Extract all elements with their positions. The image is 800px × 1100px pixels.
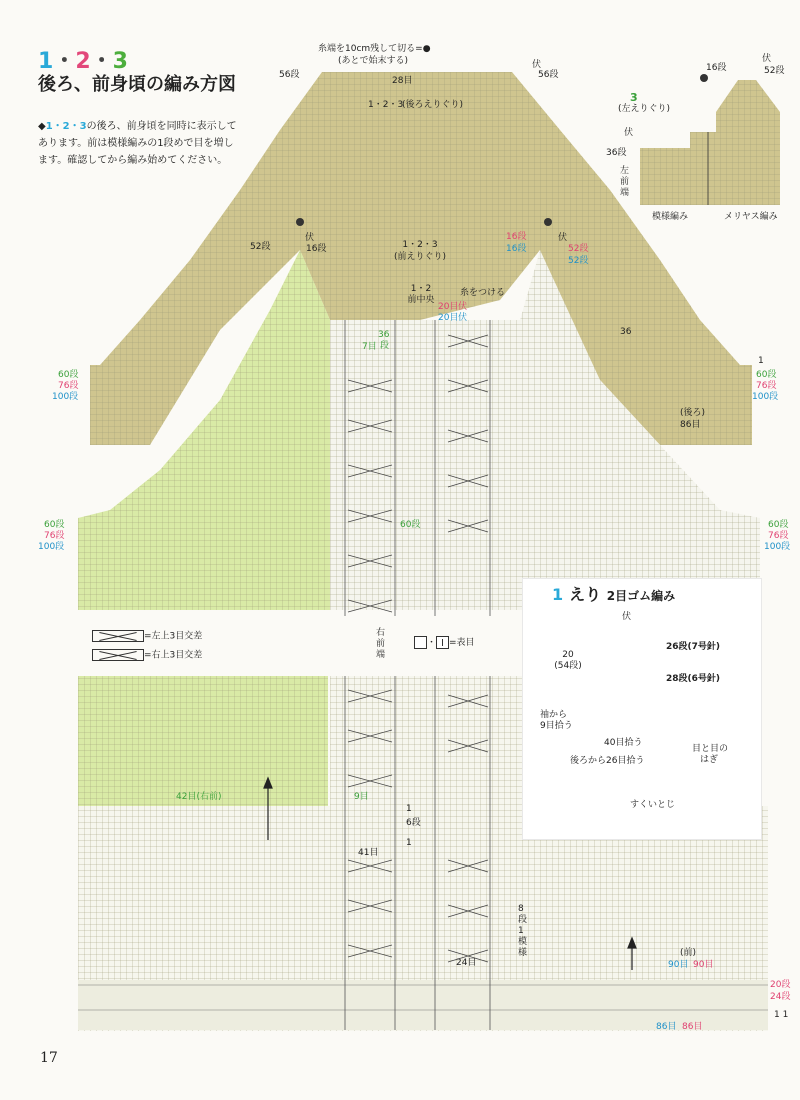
bottom-rows-1b: 1 xyxy=(406,838,412,848)
bottom-st-41: 41目 xyxy=(358,848,379,858)
collar-subtitle: 2目ゴム編み xyxy=(606,589,676,603)
collar-cm-20: 20 xyxy=(562,650,574,660)
bind-off-right: 伏 xyxy=(558,233,568,243)
rows-36-unit: 段 xyxy=(380,341,390,351)
armhole-mark-1: 1 xyxy=(758,356,764,366)
bottom-st-86-pink: 86目 xyxy=(682,1022,703,1032)
rows-36: 36 xyxy=(378,330,390,340)
center-front-nums: 1・2 xyxy=(410,284,432,294)
knit-stitch-icon xyxy=(414,636,427,649)
legend-knit-label: =表目 xyxy=(449,638,475,648)
armhole-left-100-upper: 100段 xyxy=(52,392,79,402)
back-neck-label: (後ろえりぐり) xyxy=(402,100,464,110)
inset-rows-16: 16段 xyxy=(706,63,727,73)
collar-pick-40: 40目拾う xyxy=(604,738,643,748)
st-36: 36 xyxy=(620,327,632,337)
bottom-st-9: 9目 xyxy=(354,792,369,802)
inset-bind-off-left: 伏 xyxy=(624,128,634,138)
bottom-rows-1-1: 1 1 xyxy=(774,1010,789,1020)
yarn-note-2: (あとで始末する) xyxy=(337,56,409,66)
collar-bind-off: 伏 xyxy=(622,612,632,622)
armhole-left-100-lower: 100段 xyxy=(38,542,65,552)
inset-label: (左えりぐり) xyxy=(618,104,671,114)
inset-left-edge-1: 左 xyxy=(620,166,630,176)
collar-from-sleeve-1: 袖から xyxy=(540,710,568,720)
bottom-front-label: (前) xyxy=(680,948,697,958)
section-num-3: 3 xyxy=(112,49,128,74)
yarn-cut-dot xyxy=(544,218,552,226)
center-rows-60: 60段 xyxy=(400,520,421,530)
bottom-st-24: 24目 xyxy=(456,958,477,968)
collar-from-sleeve-2: 9目拾う xyxy=(540,721,573,731)
rows-56-right: 56段 xyxy=(538,70,559,80)
bottom-rows-1a: 1 xyxy=(406,804,412,814)
page-title: 後ろ、前身頃の編み方図 xyxy=(38,74,236,95)
armhole-right-76-upper: 76段 xyxy=(756,381,777,391)
center-front: 前中央 xyxy=(407,295,435,305)
bind-off-top: 伏 xyxy=(532,60,542,70)
collar-title xyxy=(552,582,675,605)
bottom-rows-8: 8段1模様 xyxy=(518,904,528,958)
collar-rows-26: 26段(7号針) xyxy=(666,642,721,652)
bind-off-left: 伏 xyxy=(305,233,315,243)
inset-num: 3 xyxy=(630,91,638,104)
yarn-cut-dot xyxy=(700,74,708,82)
page-number: 17 xyxy=(40,1050,58,1066)
armhole-right-76-lower: 76段 xyxy=(768,531,789,541)
right-front-3: 端 xyxy=(376,650,386,660)
rows-16-blue: 16段 xyxy=(506,244,527,254)
cable-cross-icon xyxy=(92,649,144,661)
inset-left-edge-2: 前 xyxy=(620,177,630,187)
inset-rows-52: 52段 xyxy=(764,66,785,76)
bottom-st-86-blue: 86目 xyxy=(656,1022,677,1032)
collar-rows-28: 28段(6号針) xyxy=(666,674,721,684)
armhole-left-60-lower: 60段 xyxy=(44,520,65,530)
legend-left-cross-label: =左上3目交差 xyxy=(144,631,203,642)
rows-52-blue: 52段 xyxy=(568,256,589,266)
armhole-right-60-upper: 60段 xyxy=(756,370,777,380)
collar-rows-54: (54段) xyxy=(554,661,582,671)
bind-off-center-pink: 伏 xyxy=(458,302,468,312)
bottom-st-42: 42目(右前) xyxy=(176,792,222,802)
yarn-note-1: 糸端を10cm残して切る=● xyxy=(318,44,431,54)
bottom-rows-20: 20段 xyxy=(770,980,791,990)
collar-seam-1: 目と目の xyxy=(692,744,729,754)
rows-16-pink: 16段 xyxy=(506,232,527,242)
front-neck-nums: 1・2・3 xyxy=(402,240,438,250)
knit-bar-icon xyxy=(436,636,449,649)
st-7: 7目 xyxy=(362,342,377,352)
intro-text: ◆1・2・3の後ろ、前身頃を同時に表示してあります。前は模様編みの1段めで目を増します。確認してから編み始めてください。 xyxy=(38,121,237,166)
inset-pattern-label: 模様編み xyxy=(652,212,689,222)
collar-seam-3: すくいとじ xyxy=(630,800,676,810)
legend-knit-sep: ・ xyxy=(427,638,437,648)
attach-yarn: 糸をつける xyxy=(460,288,506,298)
section-num-2: 2 xyxy=(75,49,91,74)
rows-56-left: 56段 xyxy=(279,70,300,80)
right-front-2: 前 xyxy=(376,639,386,649)
front-neck-label: (前えりぐり) xyxy=(393,252,447,262)
section-num-1: 1 xyxy=(38,49,54,74)
back-86: 86目 xyxy=(680,420,701,430)
bottom-rows-6: 6段 xyxy=(406,818,421,828)
inset-left-edge-3: 端 xyxy=(620,188,630,198)
intro-nums: 1・2・3 xyxy=(45,121,87,132)
legend-left-cross xyxy=(92,630,202,643)
inset-bind-off: 伏 xyxy=(762,54,772,64)
bind-off-center-blue: 伏 xyxy=(458,313,468,323)
bottom-rows-24: 24段 xyxy=(770,992,791,1002)
cable-cross-icon xyxy=(92,630,144,642)
right-front-1: 右 xyxy=(376,628,386,638)
collar-seam-2: はぎ xyxy=(700,755,719,765)
rows-52-pink: 52段 xyxy=(568,244,589,254)
st-20-pink: 20目 xyxy=(438,302,459,312)
collar-from-back: 後ろから26目拾う xyxy=(570,756,645,766)
collar-num: 1 xyxy=(552,585,564,604)
legend-right-cross xyxy=(92,649,202,662)
intro-body: の後ろ、前身頃を同時に表示してあります。前は模様編みの1段めで目を増します。確認してから編み始めてください。 xyxy=(38,121,237,166)
inset-stockinette-label: メリヤス編み xyxy=(724,212,778,222)
yarn-cut-dot xyxy=(296,218,304,226)
stitches-28: 28目 xyxy=(392,76,413,86)
armhole-left-76-upper: 76段 xyxy=(58,381,79,391)
armhole-right-100-upper: 100段 xyxy=(752,392,779,402)
armhole-left-60-upper: 60段 xyxy=(58,370,79,380)
rows-52-left: 52段 xyxy=(250,242,271,252)
legend-knit xyxy=(414,636,475,649)
bottom-st-90-pink: 90目 xyxy=(693,960,714,970)
section-numbers: 1・2・3 xyxy=(38,49,128,74)
bottom-st-90-blue: 90目 xyxy=(668,960,689,970)
collar-title-text: えり xyxy=(569,585,602,604)
armhole-left-76-lower: 76段 xyxy=(44,531,65,541)
back-neck-nums: 1・2・3 xyxy=(368,100,404,110)
st-20-blue: 20目 xyxy=(438,313,459,323)
rows-16-left: 16段 xyxy=(306,244,327,254)
inset-rows-36: 36段 xyxy=(606,148,627,158)
armhole-right-100-lower: 100段 xyxy=(764,542,791,552)
legend-right-cross-label: =右上3目交差 xyxy=(144,650,203,661)
back-label: (後ろ) xyxy=(680,408,706,418)
armhole-right-60-lower: 60段 xyxy=(768,520,789,530)
